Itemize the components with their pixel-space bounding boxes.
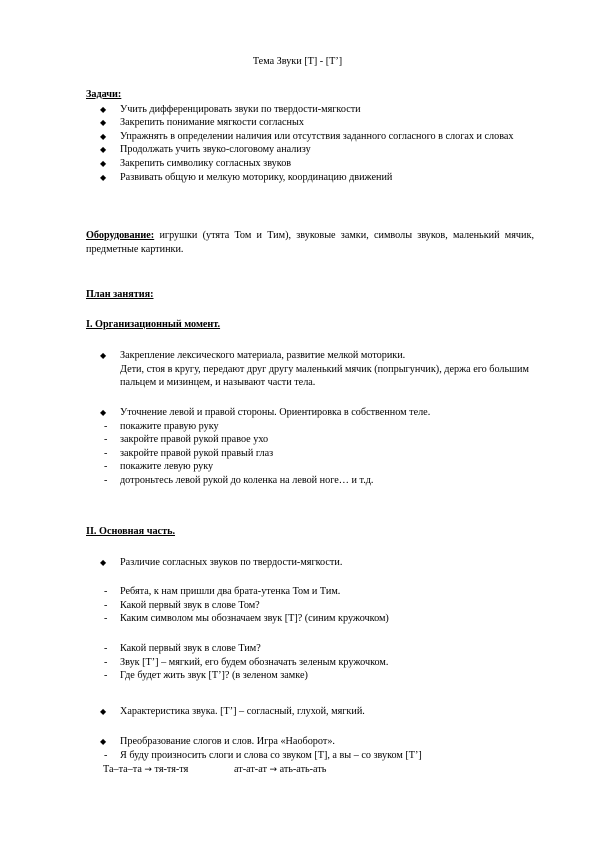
s2-dashes-b: [86, 642, 534, 683]
list-item: ◆ Закрепить понимание мягкости согласных: [100, 117, 304, 129]
bullet-icon: ◆: [100, 351, 107, 360]
dash-item: - покажите правую руку: [104, 420, 219, 432]
bullet-icon: ◆: [100, 131, 107, 141]
bullet-icon: ◆: [100, 408, 107, 417]
s2-dashes-a: [86, 585, 534, 626]
tasks-heading: Задачи:: [86, 89, 122, 100]
dash-item: - Ребята, к нам пришли два брата-утенка Том и Тим.: [104, 586, 341, 597]
tasks-section: [86, 88, 534, 184]
bullet-icon: ◆: [100, 172, 107, 182]
dash-item: - закройте правой рукой правое ухо: [104, 434, 269, 446]
bullet-icon: ◆: [100, 104, 107, 114]
dash-item: - дотроньтесь левой рукой до коленка на левой ноге… и т.д.: [104, 474, 374, 486]
list-item: ◆ Различие согласных звуков по твердости-мягкости.: [100, 557, 343, 568]
equipment-paragraph: [86, 229, 534, 256]
equipment-text: игрушки (утята Том и Тим), звуковые замки, символы звуков, маленький мячик, предметные картинки.: [86, 230, 534, 255]
game-example-row: [103, 763, 523, 778]
s2-item-3: [86, 735, 534, 762]
s2-item-2: [86, 705, 534, 719]
plan-heading: План занятия:: [86, 289, 154, 300]
dash-item: - Какой первый звук в слове Том?: [104, 599, 260, 611]
game-example-left: Та–та–та → тя-тя-тя: [103, 764, 189, 775]
equipment-label: Оборудование:: [86, 230, 155, 241]
bullet-icon: ◆: [100, 707, 107, 716]
dash-item: - Каким символом мы обозначаем звук [Т]? (синим кружочком): [104, 613, 389, 625]
dash-item: - покажите левую руку: [104, 461, 214, 473]
bullet-icon: ◆: [100, 737, 107, 746]
section2-heading: II. Основная часть.: [86, 526, 176, 537]
tasks-list: [86, 103, 534, 185]
dash-item: - закройте правой рукой правый глаз: [104, 447, 274, 459]
dash-item: - Звук [Т’] – мягкий, его будем обозначать зеленым кружочком.: [104, 656, 389, 668]
game-example-right: ат-ат-ат → ать-ать-ать: [234, 764, 327, 775]
s2-item-1: [86, 556, 534, 570]
bullet-icon: ◆: [100, 158, 107, 168]
list-item: ◆ Характеристика звука. [Т’] – согласный, глухой, мягкий.: [100, 706, 365, 717]
list-item: ◆ Закрепление лексического материала, развитие мелкой моторики. Дети, стоя в кругу, передают друг другу маленький мячик (попрыгунчик), держа его большим пальцем и мизинцем, и называют части тела.: [100, 350, 529, 389]
page-title: Тема Звуки [Т] - [Т’]: [252, 56, 343, 67]
dash-item: - Какой первый звук в слове Тим?: [104, 643, 261, 654]
bullet-icon: ◆: [100, 118, 107, 128]
list-item: ◆ Закрепить символику согласных звуков: [100, 157, 292, 169]
arrow-right-icon: →: [269, 765, 278, 775]
list-item: ◆ Уточнение левой и правой стороны. Ориентировка в собственном теле.: [100, 407, 431, 418]
s1-item-2: [86, 406, 534, 488]
list-item: ◆ Развивать общую и мелкую моторику, координацию движений: [100, 171, 393, 183]
list-item: ◆ Учить дифференцировать звуки по твердости-мягкости: [100, 103, 361, 115]
section1-heading: I. Организационный момент.: [86, 319, 221, 330]
dash-item: - Где будет жить звук [Т’]? (в зеленом замке): [104, 670, 308, 682]
s1-item-1: [86, 349, 534, 390]
list-item: ◆ Упражнять в определении наличия или отсутствия заданного согласного в слогах и словах: [100, 130, 514, 142]
dash-item: - Я буду произносить слоги и слова со звуком [Т], а вы – со звуком [Т’]: [104, 749, 422, 761]
list-item: ◆ Продолжать учить звуко-слоговому анализу: [100, 144, 311, 156]
bullet-icon: ◆: [100, 145, 107, 155]
arrow-right-icon: →: [144, 765, 152, 775]
bullet-icon: ◆: [100, 558, 107, 567]
list-item: ◆ Преобразование слогов и слов. Игра «Наоборот».: [100, 736, 335, 747]
